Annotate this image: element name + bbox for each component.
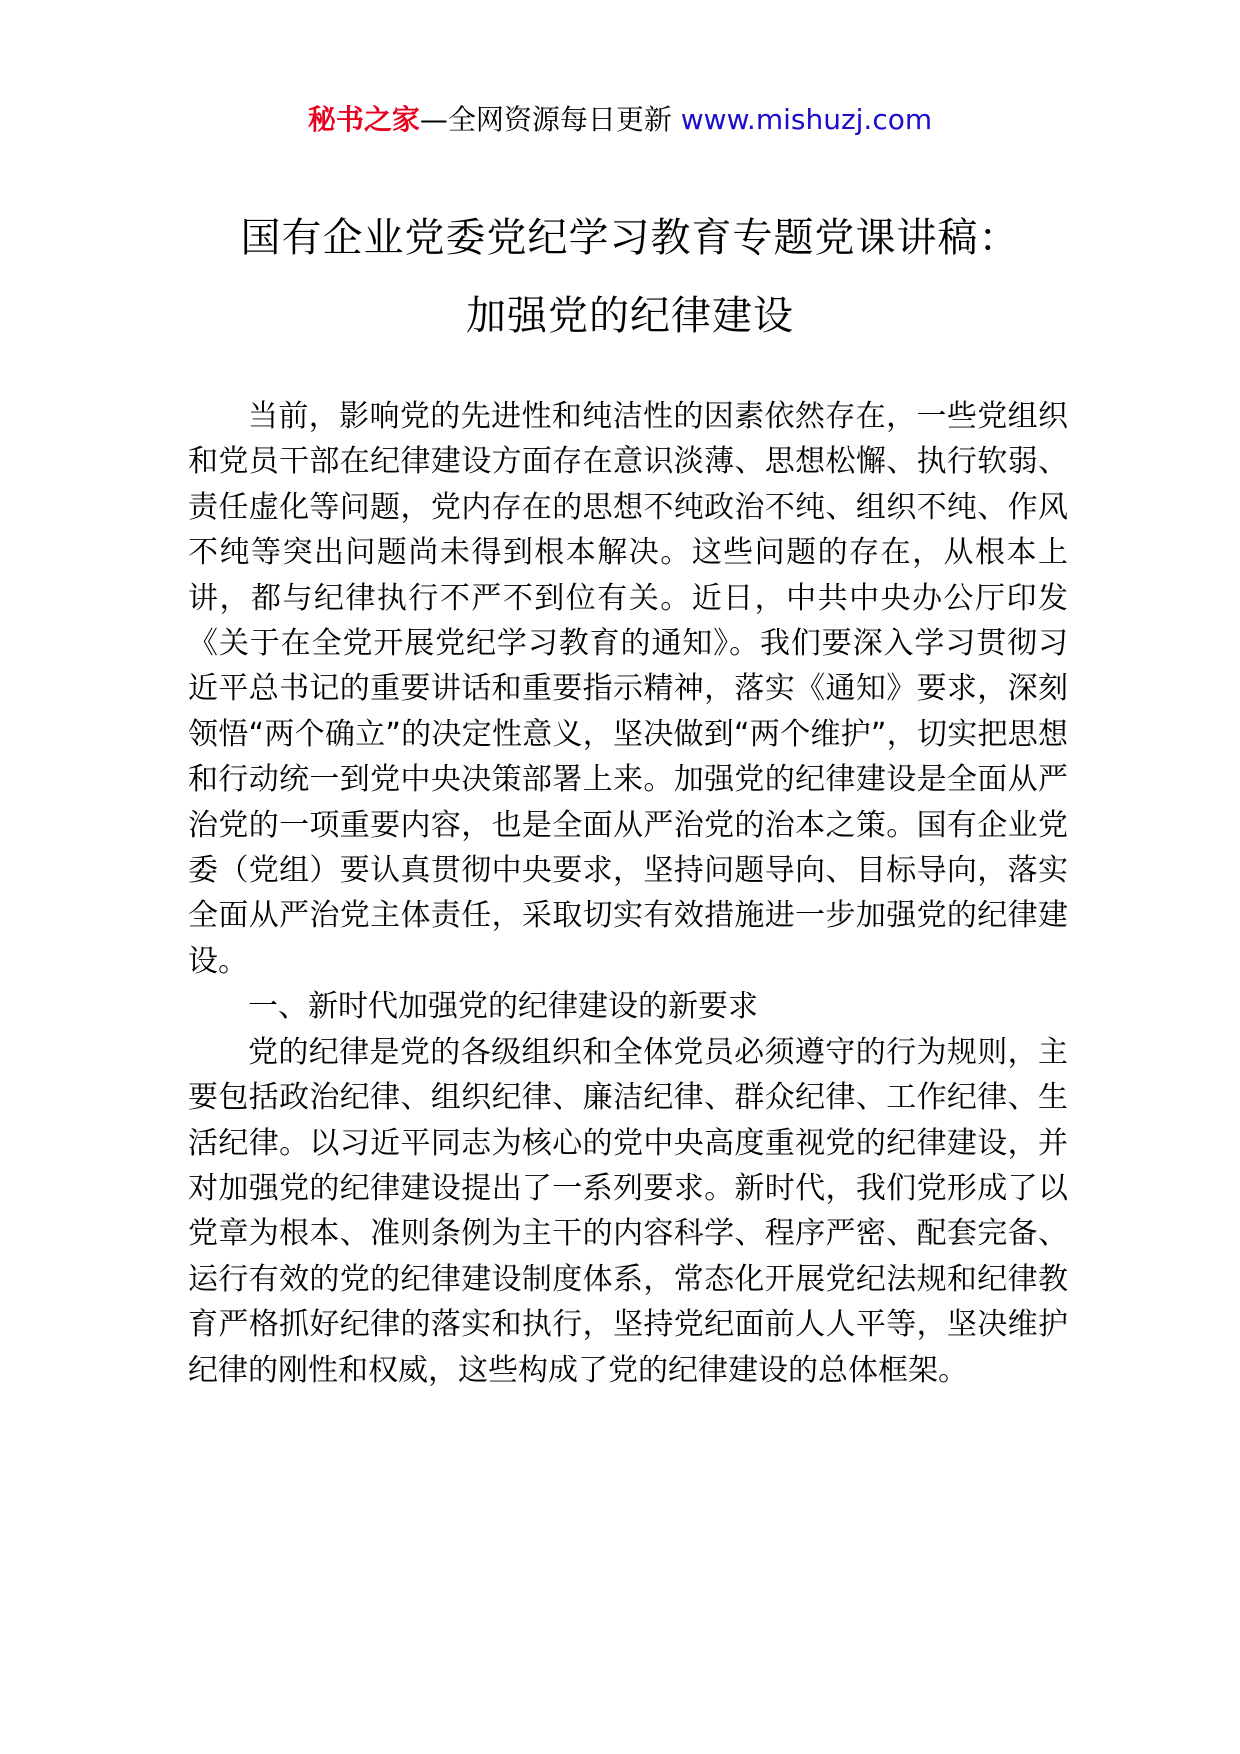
site-url-link[interactable]: www.mishuzj.com	[680, 103, 933, 136]
section-heading-1: 一、新时代加强党的纪律建设的新要求	[248, 989, 758, 1025]
document-title-line-2: 加强党的纪律建设	[466, 293, 794, 339]
body-paragraph-intro: 当前，影响党的先进性和纯洁性的因素依然存在，一些党组织和党员干部在纪律建设方面存在意识淡薄、思想松懈、执行软弱、责任虚化等问题，党内存在的思想不纯政治不纯、组织不纯、作风不纯等突出问题尚未得到根本解决。这些问题的存在，从根本上讲，都与纪律执行不严不到位有关。近日，中共中央办公厅印发《关于在全党开展党纪学习教育的通知》。我们要深入学习贯彻习近平总书记的重要讲话和重要指示精神，落实《通知》要求，深刻领悟“两个确立”的决定性意义，坚决做到“两个维护”，切实把思想和行动统一到党中央决策部署上来。加强党的纪律建设是全面从严治党的一项重要内容，也是全面从严治党的治本之策。国有企业党委（党组）要认真贯彻中央要求，坚持问题导向、目标导向，落实全面从严治党主体责任，采取切实有效措施进一步加强党的纪律建设。	[188, 399, 1068, 979]
document-body	[188, 394, 1068, 1393]
header-tagline: —全网资源每日更新	[419, 103, 681, 136]
brand-name: 秘书之家	[307, 103, 420, 136]
document-title-line-1: 国有企业党委党纪学习教育专题党课讲稿：	[240, 215, 1020, 261]
site-header-banner	[0, 100, 1240, 140]
body-paragraph-section-1: 党的纪律是党的各级组织和全体党员必须遵守的行为规则，主要包括政治纪律、组织纪律、廉洁纪律、群众纪律、工作纪律、生活纪律。以习近平同志为核心的党中央高度重视党的纪律建设，并对加强党的纪律建设提出了一系列要求。新时代，我们党形成了以党章为根本、准则条例为主干的内容科学、程序严密、配套完备、运行有效的党的纪律建设制度体系，常态化开展党纪法规和纪律教育严格抓好纪律的落实和执行，坚持党纪面前人人平等，坚决维护纪律的刚性和权威，这些构成了党的纪律建设的总体框架。	[188, 1034, 1068, 1388]
